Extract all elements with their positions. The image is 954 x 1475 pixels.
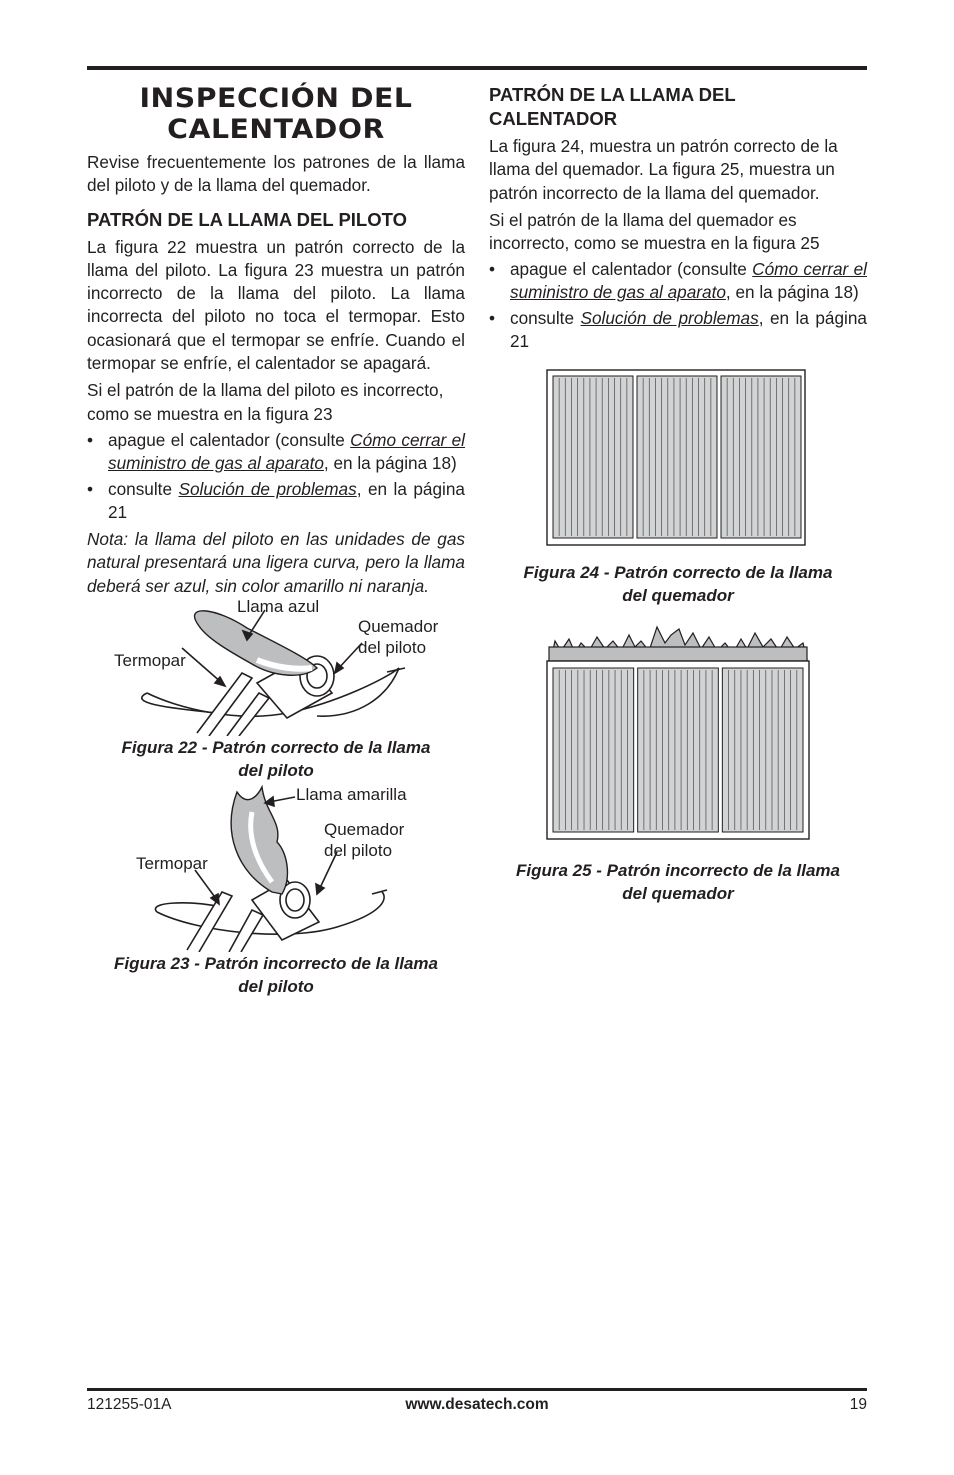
page-number: 19 [849,1396,867,1413]
intro-paragraph: Revise frecuentemente los patrones de la llama del piloto y de la llama del quemador. [87,152,465,196]
pilot-paragraph-2: Si el patrón de la llama del piloto es incorrecto, como se muestra en la figura 23 [87,380,444,424]
burner-bullet-list [489,258,867,353]
right-column [489,80,867,905]
fig23-label-flame: Llama amarilla [296,784,407,804]
bullet-text: apague el calentador (consulte [510,259,753,280]
fig23-label-burner-1: Quemador [324,819,405,839]
pilot-heading: PATRÓN DE LA LLAMA DEL PILOTO [87,208,407,230]
burner-heading-line1: PATRÓN DE LA LLAMA DEL [489,84,736,105]
burner-incorrect-illustration [489,621,867,859]
caption-line: Figura 24 - Patrón correcto de la llama [523,563,833,583]
left-column [87,80,465,998]
figure-25 [489,621,867,859]
website: www.desatech.com [405,1396,549,1413]
caption-line: del quemador [622,884,734,904]
fig23-label-thermo: Termopar [136,853,208,873]
bullet-mark: • [87,429,94,450]
list-item [87,478,465,524]
bullet-text: , en la página 21 [510,308,867,352]
bullet-text: consulte [510,308,581,329]
burner-paragraph-2: Si el patrón de la llama del quemador es incorrecto, como se muestra en la figura 25 [489,209,820,254]
page-title-line2: CALENTADOR [167,114,385,145]
caption-line: del piloto [238,760,314,780]
bullet-mark: • [489,308,496,329]
burner-paragraph-1: La figura 24, muestra un patrón correcto de la llama del quemador. La figura 25, muestra un patrón incorrecto de la llama del quemador. [489,136,838,203]
fig23-label-burner-2: del piloto [324,840,393,860]
pilot-bullet-list [87,429,465,524]
bullet-text: apague el calentador (consulte [108,429,351,450]
link-shutoff-gas[interactable]: Cómo cerrar el suministro de gas al aparato [510,259,867,303]
burner-correct-illustration [489,369,867,561]
list-item [489,258,867,304]
fig22-label-burner-1: Quemador [358,616,439,636]
top-rule [87,66,867,70]
figure-24-caption [489,561,867,607]
link-troubleshooting[interactable]: Solución de problemas [580,308,759,329]
fig22-label-thermo: Termopar [114,650,186,670]
figure-22 [87,598,465,736]
page-title [78,83,475,145]
fig22-label-burner-2: del piloto [358,637,427,657]
fig22-label-flame: Llama azul [237,596,320,616]
figure-22-caption [87,736,465,782]
list-item [489,307,867,353]
bullet-mark: • [489,259,496,280]
figure-23-caption [87,952,465,998]
caption-line: Figura 23 - Patrón incorrecto de la llama [113,953,439,973]
link-troubleshooting[interactable]: Solución de problemas [178,478,357,499]
pilot-paragraph-1: La figura 22 muestra un patrón correcto de la llama del piloto. La figura 23 muestra un patrón incorrecto de la llama del piloto. La llama incorrecta del piloto no toca el termopar. Esto ocasionará que el termopar se enfríe. Cuando el termopar se enfríe, el calentador se apagará. [87,236,465,374]
figure-24 [489,369,867,561]
burner-heading [489,83,867,131]
list-item [87,429,465,475]
link-shutoff-gas[interactable]: Cómo cerrar el suministro de gas al aparato [108,429,465,473]
bullet-text: , en la página 18) [323,452,457,473]
bullet-text: , en la página 18) [725,282,859,303]
doc-number: 121255-01A [87,1396,172,1413]
bullet-text: , en la página 21 [108,478,465,522]
caption-line: del piloto [238,976,314,996]
bullet-mark: • [87,478,94,499]
bottom-rule [87,1388,867,1391]
caption-line: del quemador [622,586,734,606]
bullet-text: consulte [108,478,179,499]
note-paragraph: Nota: la llama del piloto en las unidades de gas natural presentará una ligera curva, pero la llama deberá ser azul, sin color amarillo ni naranja. [87,528,465,596]
figure-25-caption [489,859,867,905]
burner-heading-line2: CALENTADOR [489,108,618,129]
figure-23 [87,782,465,952]
page-title-line1: INSPECCIÓN DEL [139,83,413,114]
caption-line: Figura 25 - Patrón incorrecto de la llama [515,861,841,881]
caption-line: Figura 22 - Patrón correcto de la llama [121,737,431,757]
